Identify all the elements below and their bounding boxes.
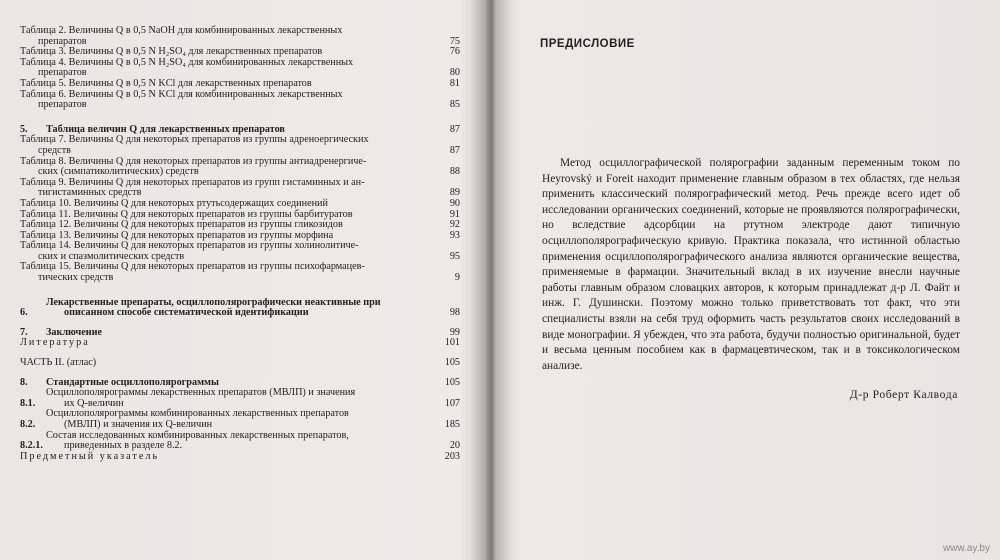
toc-entry-page: 87	[449, 123, 460, 135]
toc-entry-line: Таблица 2. Величины Q в 0,5 NaOH для комбинированных лекарственных	[20, 25, 343, 36]
toc-entry	[20, 338, 460, 349]
toc-entry-title	[20, 157, 442, 178]
toc-entry-line: тигистаминных средств	[38, 187, 142, 199]
toc-entry-title	[20, 178, 442, 199]
toc-entry-line: Таблица 12. Величины Q для некоторых препаратов из группы гликозидов	[20, 219, 343, 231]
toc-entry-number: 8.1.	[20, 397, 36, 409]
toc-entry-line: Таблица 7. Величины Q для некоторых препаратов из группы адреноергических	[20, 134, 369, 146]
toc-entry-title	[46, 298, 442, 319]
preface-page	[540, 38, 970, 401]
toc-entry-title	[20, 79, 442, 90]
toc-entry	[20, 79, 460, 90]
toc-entry-line: препаратов	[38, 67, 87, 79]
toc-entry-line: Осциллополярограммы лекарственных препаратов (МВЛП) и значения	[46, 387, 356, 399]
toc-entry-page: 95	[449, 250, 460, 262]
toc-entry-line: ских и спазмолитических средств	[38, 250, 185, 262]
toc-entry-page: 203	[444, 450, 460, 462]
toc-entry-line: Таблица 6. Величины Q в 0,5 N KCl для комбинированных лекарственных	[20, 88, 343, 100]
table-of-contents	[20, 26, 460, 462]
toc-gap	[20, 111, 460, 125]
toc-entry-page: 101	[444, 337, 460, 349]
toc-entry-page: 80	[449, 67, 460, 79]
gutter-shadow	[472, 0, 512, 560]
toc-entry-title	[20, 26, 442, 47]
toc-entry	[20, 241, 460, 262]
toc-entry-page: 107	[444, 397, 460, 409]
toc-entry-page: 92	[449, 219, 460, 231]
toc-entry-line: Состав исследованных комбинированных лекарственных препаратов,	[46, 429, 349, 441]
toc-entry-line: Предметный указатель	[20, 450, 160, 462]
toc-entry-line: Таблица 8. Величины Q для некоторых препаратов из группы антиадренергиче-	[20, 155, 367, 167]
toc-entry-page: 105	[444, 376, 460, 388]
toc-entry-line: Осциллополярограммы комбинированных лекарственных препаратов	[46, 408, 349, 420]
toc-entry-line: Таблица 5. Величины Q в 0,5 N KCl для лекарственных препаратов	[20, 77, 312, 89]
toc-entry-line: Таблица 9. Величины Q для некоторых препаратов из групп гистаминных и ан-	[20, 176, 365, 188]
toc-entry-page: 99	[449, 326, 460, 338]
toc-entry-line: Заключение	[46, 326, 102, 338]
toc-entry-line: препаратов	[38, 99, 87, 111]
toc-entry	[20, 431, 460, 452]
toc-entry-page: 76	[449, 46, 460, 58]
toc-entry-page: 88	[449, 166, 460, 178]
toc-entry	[20, 452, 460, 463]
toc-entry-line: Стандартные осциллополярограммы	[46, 376, 219, 388]
toc-entry-title	[46, 328, 442, 339]
toc-entry-title	[20, 241, 442, 262]
toc-entry-line: Таблица 13. Величины Q для некоторых препаратов из группы морфина	[20, 229, 334, 241]
toc-entry-line: их Q-величин	[64, 397, 124, 409]
toc-entry-line: средств	[38, 144, 71, 156]
preface-text	[542, 156, 960, 374]
toc-entry	[20, 358, 460, 369]
toc-entry	[20, 58, 460, 79]
toc-entry-page: 90	[449, 197, 460, 209]
toc-entry	[20, 262, 460, 283]
toc-entry-title	[20, 452, 442, 463]
toc-entry	[20, 157, 460, 178]
toc-entry-line: Таблица 10. Величины Q для некоторых ртутьсодержащих соединений	[20, 197, 328, 209]
toc-entry-page: 81	[449, 77, 460, 89]
toc-entry	[20, 199, 460, 210]
toc-entry-line: тических средств	[38, 272, 114, 284]
toc-entry-line: Таблица 4. Величины Q в 0,5 N H₂SO₄ для комбинированных лекарственных	[20, 56, 354, 68]
toc-gap	[20, 284, 460, 298]
toc-entry	[20, 388, 460, 409]
toc-entry-line: Таблица 11. Величины Q для некоторых препаратов из группы барбитуратов	[20, 208, 353, 220]
toc-entry	[20, 178, 460, 199]
toc-entry-page: 20	[449, 440, 460, 452]
preface-paragraph: Метод осциллографической полярографии заданным переменным током по Heyrovský и Foreit находит применение главным образом в тех областях, где нельзя применить классический полярографический метод. Речь прежде всего идет об исследовании органических соединений, которые не проявляются полярографически, но вследствие адсорбции на ртутном электроде дают типичную осциллополярографическую кривую. Практика показала, что истинной областью применения осциллополярографического анализа являются органические вещества, применяемые в фармации. Значительный вклад в их изучение внесли научные работы главным образом словацких авторов, к которым принадлежат д-р Л. Файт и инж. Г. Душински. Поэтому можно только приветствовать тот факт, что эти специалисты взяли на себя труд оформить часть результатов своих исследований в виде монографии. Я убежден, что эта работа, будучи полностью оригинальной, будет и весьма ценным пособием как в фармацевтическом, так и в токсикологическом анализе.	[542, 157, 960, 372]
toc-entry-line: (МВЛП) и значения их Q-величин	[64, 419, 213, 430]
toc-entry-number: 7.	[20, 326, 28, 338]
watermark: www.ay.by	[942, 543, 990, 554]
toc-entry-title	[20, 262, 442, 283]
toc-entry-title	[46, 431, 442, 452]
toc-entry-line: ских (симпатиколитических) средств	[38, 166, 199, 178]
toc-entry-page: 185	[444, 419, 460, 430]
toc-entry-page: 93	[449, 229, 460, 241]
toc-entry-line: Таблица 3. Величины Q в 0,5 N H₂SO₄ для лекарственных препаратов	[20, 46, 323, 58]
toc-entry-title	[20, 90, 442, 111]
toc-entry	[20, 90, 460, 111]
toc-entry-line: Лекарственные препараты, осциллополярографически неактивные при	[46, 296, 381, 308]
toc-entry-page: 87	[449, 144, 460, 156]
toc-entry-title	[46, 409, 442, 430]
toc-entry-line: приведенных в разделе 8.2.	[64, 440, 183, 452]
toc-entry-number: 8.	[20, 376, 28, 388]
toc-entry-line: Литература	[20, 337, 90, 349]
toc-entry-number: 8.2.1.	[20, 440, 43, 452]
toc-entry-number: 6.	[20, 307, 28, 319]
toc-entry-number: 8.2.	[20, 419, 36, 430]
toc-entry-line: Таблица 15. Величины Q для некоторых препаратов из группы психофармацев-	[20, 261, 365, 273]
toc-entry-title	[46, 388, 442, 409]
toc-entry-page: 85	[449, 99, 460, 111]
preface-heading: ПРЕДИСЛОВИЕ	[540, 38, 635, 50]
toc-entry-number: 5.	[20, 123, 28, 135]
toc-entry	[20, 135, 460, 156]
toc-entry-title	[20, 358, 442, 369]
toc-entry	[20, 409, 460, 430]
toc-entry-page: 91	[449, 208, 460, 220]
toc-entry-title	[20, 199, 442, 210]
toc-entry-line: описанном способе систематической идентификации	[64, 307, 309, 319]
toc-entry-page: 9	[454, 272, 460, 284]
toc-entry-line: ЧАСТЬ II. (атлас)	[20, 357, 97, 369]
toc-entry-page: 75	[449, 35, 460, 47]
toc-entry	[20, 26, 460, 47]
toc-entry-page: 105	[444, 357, 460, 369]
toc-entry-page: 98	[449, 307, 460, 319]
toc-entry-line: препаратов	[38, 35, 87, 47]
toc-entry-title	[20, 58, 442, 79]
preface-signature: Д-р Роберт Калвода	[849, 388, 958, 402]
toc-entry-title	[20, 135, 442, 156]
toc-entry-line: Таблица величин Q для лекарственных препаратов	[46, 123, 285, 135]
toc-entry-page: 89	[449, 187, 460, 199]
toc-entry-line: Таблица 14. Величины Q для некоторых препаратов из группы холинолитиче-	[20, 240, 359, 252]
toc-entry	[20, 298, 460, 319]
toc-entry-title	[20, 338, 442, 349]
